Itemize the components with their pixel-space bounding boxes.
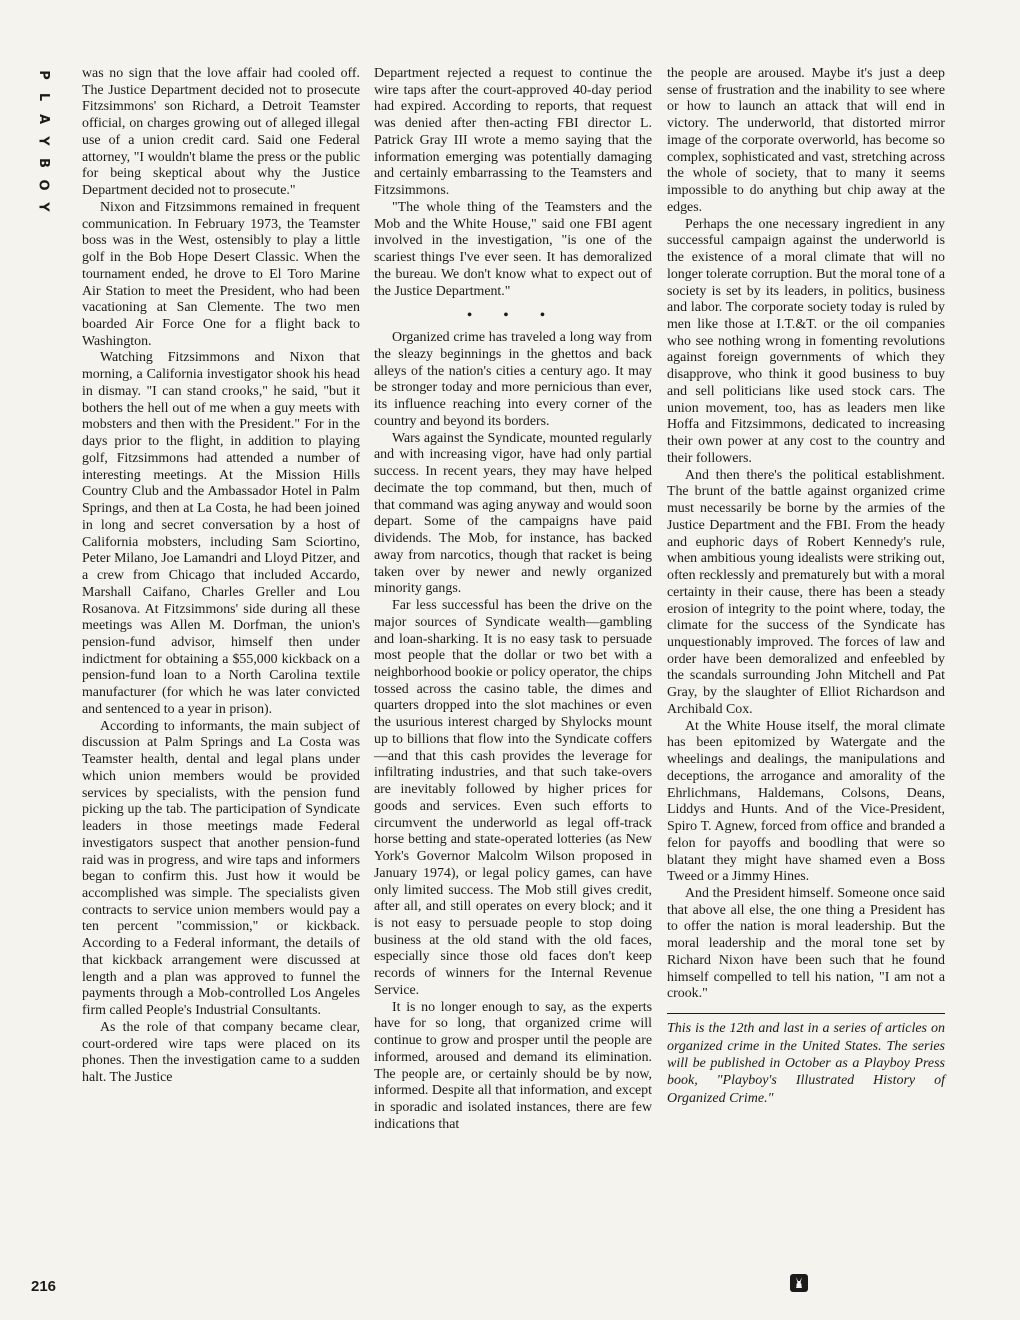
paragraph: Watching Fitzsimmons and Nixon that morning, a California investigator shook his head in dismay. "I can stand crooks," he said, "but it bothers the hell out of me when a guy meets with mobsters and then with the President." For in the days prior to the flight, in addition to playing golf, Fitzsimmons had attended a number of interesting meetings. At the Mission Hills Country Club and the Ambassador Hotel in Palm Springs, and then at La Costa, he had been joined in long and secret conversation by a host of California mobsters, including Sam Sciortino, Peter Milano, Joe Lamandri and Lloyd Pitzer, and a crew from Chicago that included Accardo, Marshall Caifano, Charles Greller and Lou Rosanova. At Fitzsimmons' side during all these meetings was Allen M. Dorfman, the union's pension-fund advisor, himself then under indictment for obtaining a $55,000 kickback on a pension-fund loan to a North Carolina textile manufacturer (for which he was later convicted and sentenced to a year in prison). — [82, 350, 360, 717]
series-endnote: This is the 12th and last in a series of articles on organized crime in the United States. The series will be published in October as a Playboy Press book, "Playboy's Illustrated History of Organized Crime." — [667, 1021, 945, 1106]
rabbit-logo-icon — [790, 1274, 808, 1292]
paragraph: Far less successful has been the drive on the major sources of Syndicate wealth—gambling and loan-sharking. It is no easy task to persuade most people that the dollar or two bet with a neighborhood bookie or policy operator, the chips tossed across the casino table, the dimes and quarters dropped into the slot machines or even the usurious interest charged by Shylocks mount up to billions that flow into the Syndicate coffers—and that this cash provides the leverage for infiltrating industries, and that such take-overs are inevitably followed by higher prices for goods and services. Even such efforts to circumvent the underworld as legal off-track horse betting and state-operated lotteries (as New York's Governor Malcolm Wilson proposed in January 1974), or legal policy games, can have only limited success. The Mob still gives credit, after all, and still operates on every block; and it is not easy to persuade people to stop doing business at the old stand with the old faces, especially since those old faces don't keep records of winners for the Internal Revenue Service. — [374, 598, 652, 998]
paragraph: And then there's the political establishment. The brunt of the battle against organized crime must necessarily be borne by the armies of the Justice Department and the FBI. From the heady and euphoric days of Robert Kennedy's rule, when ambitious young idealists were striking out, often recklessly and prematurely but with a moral certainty in their cause, there has been a steady erosion of integrity to the point where, today, the climate for the success of the Syndicate has unquestionably improved. The forces of law and order have been demoralized and enfeebled by the scandals surrounding John Mitchell and Pat Gray, by the slaughter of Elliot Richardson and Archibald Cox. — [667, 467, 945, 717]
masthead-letter: B — [35, 158, 51, 168]
paragraph: was no sign that the love affair had cooled off. The Justice Department decided not to prosecute Fitzsimmons' son Richard, a Detroit Teamster official, on charges growing out of alleged illegal use of a union credit card. Said one Federal attorney, "I wouldn't blame the press or the public for being skeptical about why the Justice Department decided not to prosecute." — [82, 66, 360, 199]
section-separator: • • • — [467, 308, 559, 324]
article-column-1 — [82, 66, 360, 1087]
paragraph: the people are aroused. Maybe it's just a deep sense of frustration and the inability to see where or how to launch an attack that will end in victory. The underworld, that distorted mirror image of the corporate overworld, has become so complex, sophisticated and vast, stretching across the whole of society, that to many it seems impossible to do anything but chip away at the edges. — [667, 66, 945, 215]
paragraph: It is no longer enough to say, as the experts have for so long, that organized crime will continue to grow and prosper until the people are informed, aroused and demand its elimination. The people are, or certainly should be by now, informed. Despite all that information, and except in sporadic and isolated instances, there are few indications that — [374, 999, 652, 1132]
paragraph: Wars against the Syndicate, mounted regularly and with increasing vigor, have had only partial success. In recent years, they may have helped decimate the top command, but then, much of that command was aging anyway and would soon depart. Some of the campaigns have paid dividends. The Mob, for instance, has backed away from narcotics, though that racket is being taken over by newer and newly organized minority gangs. — [374, 430, 652, 597]
masthead-letter: P — [36, 70, 51, 80]
masthead-letter: Y — [35, 202, 51, 212]
paragraph: According to informants, the main subject of discussion at Palm Springs and La Costa was Teamster health, dental and legal plans under which union members would be provided services by specialists, with the pension fund picking up the tab. The participation of Syndicate leaders in those meetings made Federal investigators suspect that another pension-fund raid was in progress, and wire taps and informers began to confirm this. Just how it would be accomplished was simple. The specialists given contracts to service union members would pay a ten percent "commission," or kickback. According to a Federal informant, the details of that kickback arrangement were discussed at length and a plan was approved to funnel the payments through a Mob-controlled Los Angeles firm called People's Industrial Consultants. — [82, 718, 360, 1019]
paragraph: Department rejected a request to continue the wire taps after the court-approved 40-day period had expired. According to reports, that request was denied after then-acting FBI director L. Patrick Gray III wrote a memo saying that the information emerging was potentially damaging and certainly embarrassing to the Teamsters and Fitzsimmons. — [374, 66, 652, 199]
paragraph: As the role of that company became clear, court-ordered wire taps were placed on its phones. Then the investigation came to a sudden halt. The Justice — [82, 1019, 360, 1086]
article-column-2 — [374, 66, 652, 1134]
masthead-letter: A — [36, 113, 51, 125]
page-number: 216 — [31, 1278, 57, 1295]
masthead-letter: O — [36, 179, 51, 191]
paragraph: Perhaps the one necessary ingredient in any successful campaign against the underworld is the existence of a moral climate that will no longer tolerate corruption. But the moral tone of a society is set by its leaders, in politics, business and labor. The corporate society today is ruled by men like those at I.T.&T. or the oil companies who see nothing wrong in fomenting revolutions against foreign governments of which they disapprove, who think it good business to buy and sell politicians like used stock cars. The union movement, too, has as leaders men like Hoffa and Fitzsimmons, dedicated to increasing their own power at any cost to the country and their followers. — [667, 216, 945, 466]
endnote-rule — [667, 1013, 945, 1014]
paragraph: And the President himself. Someone once said that above all else, the one thing a President has to offer the nation is moral leadership. But the moral leadership and the moral tone set by Richard Nixon have been such that he found himself compelled to tell his nation, "I am not a crook." — [667, 885, 945, 1002]
masthead-letter: L — [35, 92, 51, 102]
magazine-masthead — [32, 64, 54, 218]
paragraph: Organized crime has traveled a long way from the sleazy beginnings in the ghettos and back alleys of the nation's cities a century ago. It may be stronger today and more pernicious than ever, its influence reaching into every corner of the country and beyond its borders. — [374, 330, 652, 429]
article-column-3 — [667, 66, 945, 1107]
paragraph: "The whole thing of the Teamsters and the Mob and the White House," said one FBI agent involved in the investigation, "is one of the scariest things I've ever seen. It has demoralized the bureau. We don't know what to expect out of the Justice Department." — [374, 199, 652, 299]
masthead-letter: Y — [35, 136, 51, 146]
paragraph: Nixon and Fitzsimmons remained in frequent communication. In February 1973, the Teamster boss was in the West, ostensibly to play a little golf in the Bob Hope Desert Classic. When the tournament ended, he drove to El Toro Marine Air Station to meet the President, who had been vacationing at San Clemente. The two men boarded Air Force One for a flight back to Washington. — [82, 199, 360, 349]
paragraph: At the White House itself, the moral climate has been epitomized by Watergate and the wheelings and dealings, the manipulations and deceptions, the arrogance and amorality of the Ehrlichmans, Haldemans, Colsons, Deans, Liddys and Hunts. And of the Vice-President, Spiro T. Agnew, forced from office and branded a felon for payoffs and boodling that were so blatant they might have shamed even a Boss Tweed or a Jimmy Hines. — [667, 718, 945, 885]
